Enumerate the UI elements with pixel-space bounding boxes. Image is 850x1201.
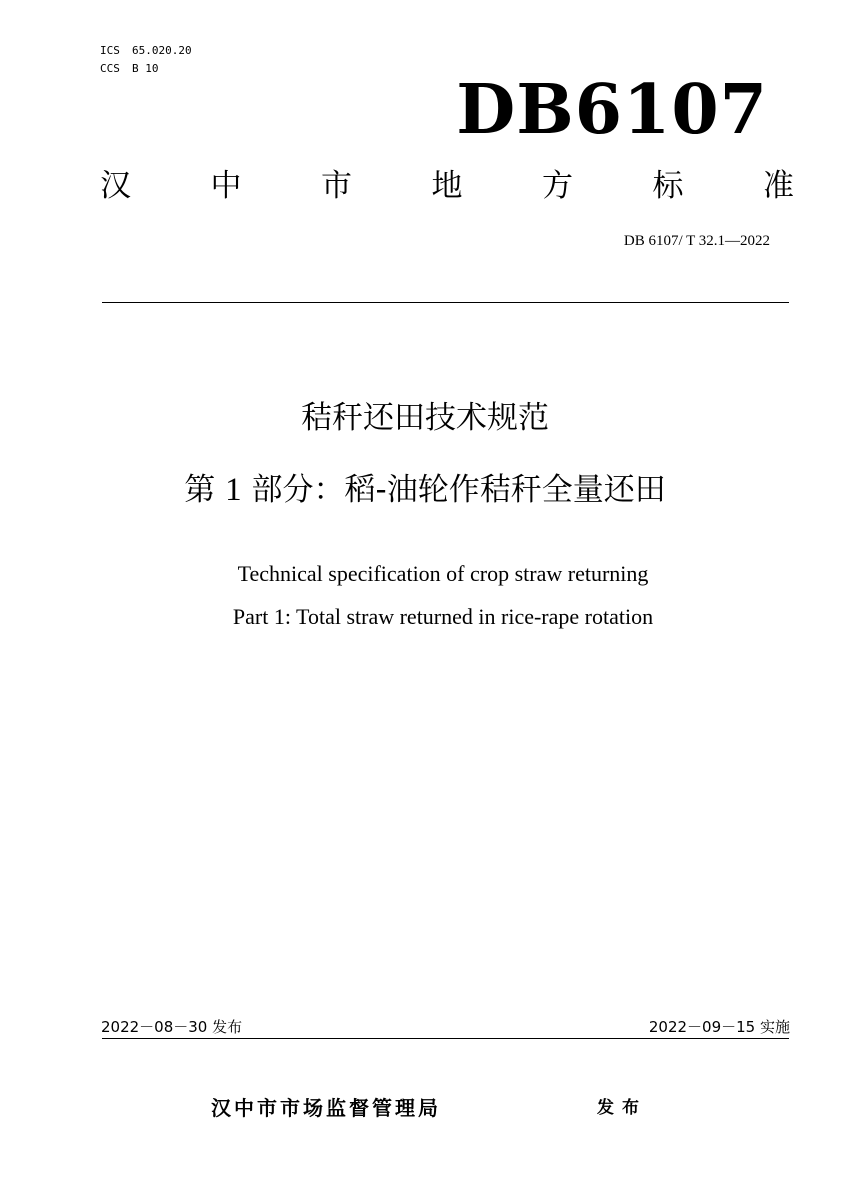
standard-type-char: 市 [321, 168, 352, 204]
publish-label: 发布 [597, 1098, 647, 1118]
ics-code [100, 44, 192, 58]
ccs-value: B 10 [132, 62, 159, 75]
standard-type-char: 中 [210, 168, 242, 204]
standard-number: DB 6107/ T 32.1—2022 [623, 233, 770, 249]
standard-type-char: 标 [652, 168, 684, 204]
standard-type-char: 准 [763, 168, 794, 204]
chinese-title: 秸秆还田技术规范 [301, 400, 549, 436]
subtitle-prefix: 第 [184, 472, 216, 508]
english-subtitle: Part 1: Total straw returned in rice-rape rotation [232, 604, 654, 629]
footer-divider [102, 1038, 789, 1039]
ccs-code [100, 62, 159, 76]
standard-type-heading [100, 166, 794, 206]
ccs-label: CCS [100, 62, 120, 75]
issue-date: 2022－08－30 发布 [101, 1018, 243, 1036]
ics-label: ICS [100, 44, 120, 57]
db-code-heading: DB6107 [456, 70, 768, 150]
header-divider [102, 302, 789, 303]
subtitle-suffix: 部分：稻-油轮作秸秆全量还田 [251, 472, 666, 508]
chinese-subtitle [0, 470, 850, 510]
standard-type-char: 汉 [100, 168, 131, 204]
subtitle-part-number: 1 [225, 472, 242, 508]
standard-type-char: 方 [542, 168, 573, 204]
english-title: Technical specification of crop straw returning [237, 561, 649, 586]
standard-type-char: 地 [431, 168, 463, 204]
implementation-date: 2022－09－15 实施 [648, 1018, 790, 1036]
ics-value: 65.020.20 [132, 44, 192, 57]
publisher-name: 汉中市市场监督管理局 [211, 1096, 441, 1120]
